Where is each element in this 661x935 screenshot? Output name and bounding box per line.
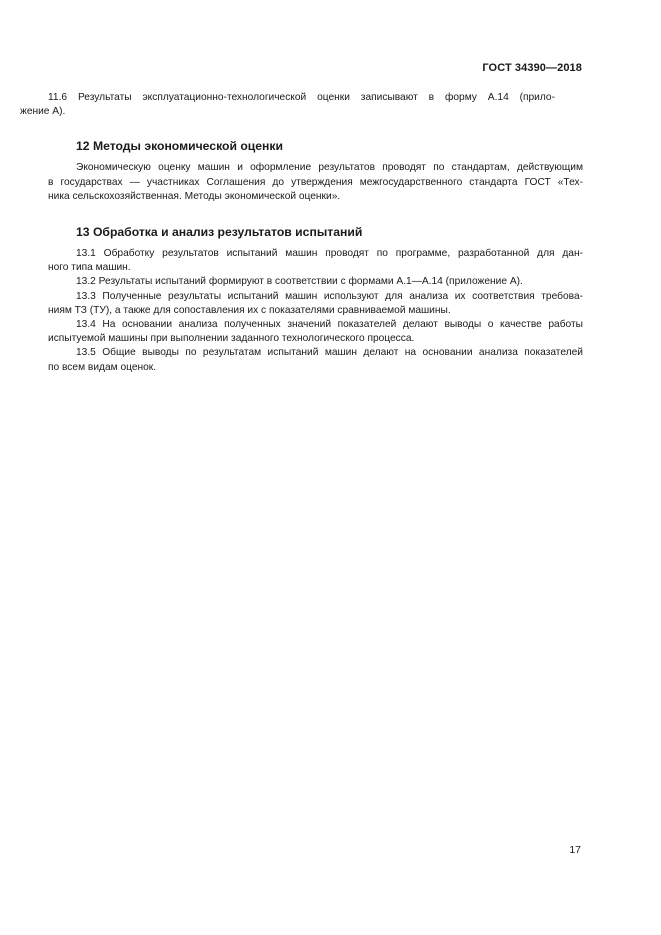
paragraph-11-6 <box>20 91 555 119</box>
paragraph-12 <box>48 161 583 204</box>
paragraph-line: 13.4 На основании анализа полученных значений показателей делают выводы о качестве работы <box>76 319 583 331</box>
paragraph-line: ника сельскохозяйственная. Методы экономической оценки». <box>48 190 341 202</box>
paragraph-13-4 <box>48 318 583 346</box>
paragraph-line: 13.5 Общие выводы по результатам испытаний машин делают на основании анализа показателей <box>76 347 583 359</box>
paragraph-13-5 <box>48 346 583 374</box>
paragraph-13-3 <box>48 290 583 318</box>
paragraph-line: ниям ТЗ (ТУ), а также для сопоставления их с показателями сравниваемой машины. <box>48 304 451 316</box>
paragraph-13-1 <box>48 247 583 275</box>
paragraph-line: по всем видам оценок. <box>48 361 157 373</box>
paragraph-line: Экономическую оценку машин и оформление результатов проводят по стандартам, действующим <box>76 162 583 174</box>
document-body <box>20 91 583 375</box>
paragraph-line: испытуемой машины при выполнении заданного технологического процесса. <box>48 333 415 345</box>
paragraph-line: 13.1 Обработку результатов испытаний машин проводят по программе, разработанной для дан- <box>76 248 583 260</box>
paragraph-line: 11.6 Результаты эксплуатационно-технологической оценки записывают в форму А.14 (прило- <box>48 92 555 103</box>
paragraph-line: в государствах — участниках Соглашения до утверждения межгосударственного стандарта ГОСТ «Тех- <box>48 176 583 188</box>
paragraph-line: жение А). <box>20 106 66 118</box>
paragraph-line: ного типа машин. <box>48 262 131 274</box>
section-12-heading: 12 Методы экономической оценки <box>76 139 284 154</box>
document-header-standard-id: ГОСТ 34390—2018 <box>482 62 582 74</box>
paragraph-13-2 <box>48 275 583 289</box>
paragraph-line: 13.3 Полученные результаты испытаний машин используют для анализа их соответствия требова- <box>76 290 583 302</box>
section-13-heading: 13 Обработка и анализ результатов испытаний <box>76 225 363 240</box>
paragraph-line: 13.2 Результаты испытаний формируют в соответствии с формами А.1—А.14 (приложение А). <box>76 276 523 288</box>
page-number: 17 <box>569 844 581 856</box>
